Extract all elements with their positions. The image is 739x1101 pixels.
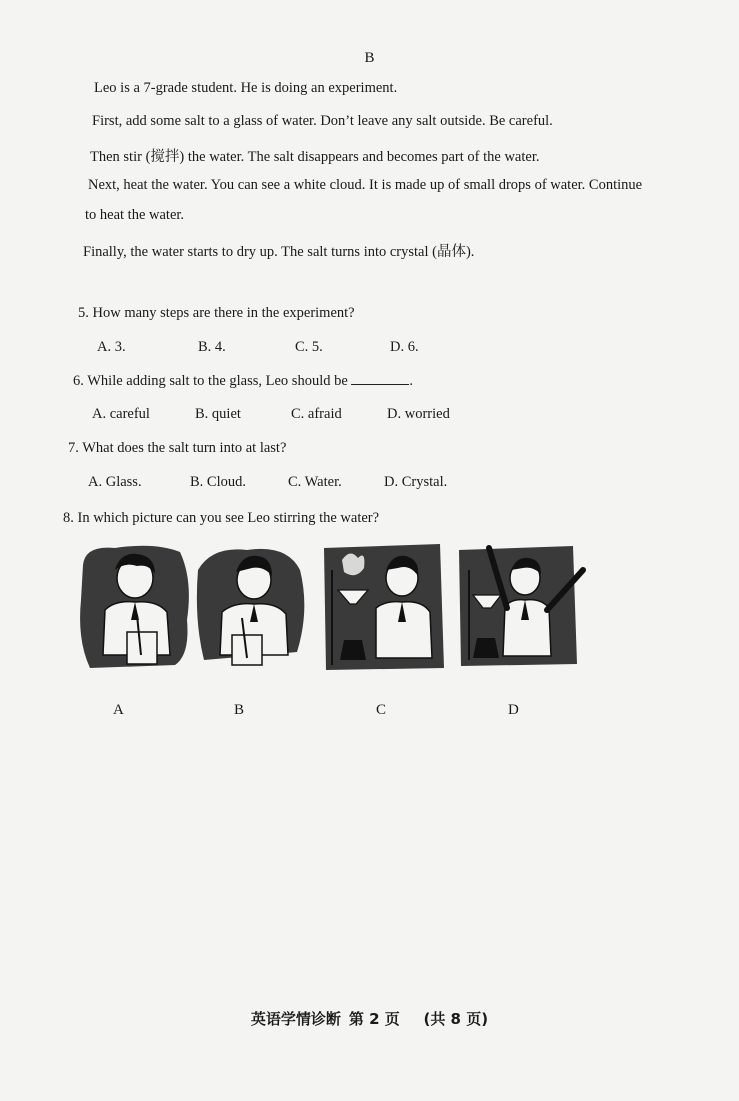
q5-option-c: C. 5. [295,339,323,355]
q6-option-b: B. quiet [195,406,241,422]
student-heating-water-illustration [320,540,448,675]
q5-option-b: B. 4. [198,339,226,355]
question-8: 8. In which picture can you see Leo stirring the water? [63,510,380,526]
q5-option-a: A. 3. [97,339,126,355]
page-footer [0,1008,739,1029]
question-5: 5. How many steps are there in the experiment? [78,305,355,321]
q7-option-b: B. Cloud. [190,474,246,490]
student-cheering-illustration [455,540,595,675]
passage-line-4: Next, heat the water. You can see a white cloud. It is made up of small drops of water. Continue [88,177,643,193]
footer-subject: 英语学情诊断 [250,1010,341,1028]
q6-option-c: C. afraid [291,406,342,422]
passage-line-6: Finally, the water starts to dry up. The salt turns into crystal (晶体). [83,244,475,260]
passage-line-5: to heat the water. [85,207,185,223]
question-6 [73,372,413,390]
q7-option-a: A. Glass. [88,474,142,490]
footer-page: 第 2 页 [348,1010,400,1028]
passage-line-3: Then stir (搅拌) the water. The salt disappears and becomes part of the water. [90,149,540,165]
picture-label-c: C [376,702,387,718]
question-7: 7. What does the salt turn into at last? [68,440,287,456]
passage-line-2: First, add some salt to a glass of water. Don’t leave any salt outside. Be careful. [92,113,553,129]
section-heading: B [364,50,375,66]
answer-blank [351,372,409,385]
q6-option-a: A. careful [92,406,150,422]
question-6-end: . [409,373,414,389]
question-6-stem: 6. While adding salt to the glass, Leo should be [73,373,348,389]
picture-label-b: B [234,702,245,718]
q6-option-d: D. worried [387,406,450,422]
footer-total: (共 8 页) [423,1010,489,1028]
student-stirring-glass-illustration [75,540,195,675]
passage-line-1: Leo is a 7-grade student. He is doing an experiment. [94,80,398,96]
q7-option-d: D. Crystal. [384,474,448,490]
picture-label-a: A [113,702,124,718]
picture-label-d: D [508,702,519,718]
q7-option-c: C. Water. [288,474,342,490]
student-stirring-glass-illustration [192,540,312,675]
q5-option-d: D. 6. [390,339,419,355]
